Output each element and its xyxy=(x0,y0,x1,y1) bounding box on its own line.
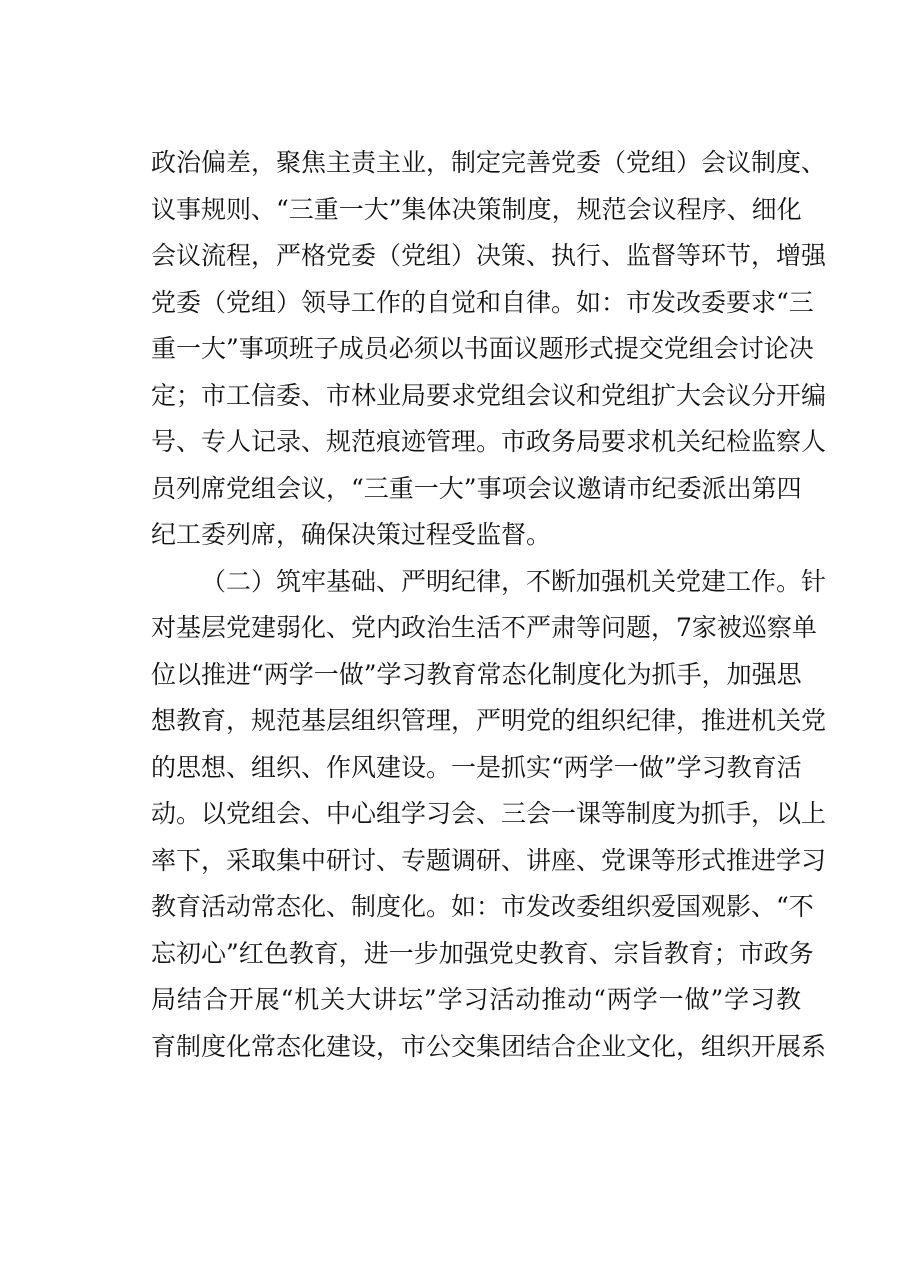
text-line: 号、专人记录、规范痕迹管理。市政务局要求机关纪检监察人 xyxy=(151,427,827,456)
text-line: 局结合开展“机关大讲坛”学习活动推动“两学一做”学习教 xyxy=(151,985,801,1014)
paragraph-2 xyxy=(151,559,827,1071)
text-line: 率下，采取集中研讨、专题调研、讲座、党课等形式推进学习 xyxy=(151,845,827,875)
text-line: 党委（党组）领导工作的自觉和自律。如：市发改委要求“三 xyxy=(151,287,814,317)
text-line: 对基层党建弱化、党内政治生活不严肃等问题，7家被巡察单 xyxy=(151,613,817,642)
paragraph-1 xyxy=(151,140,827,559)
text-line: 想教育，规范基层组织管理，严明党的组织纪律，推进机关党 xyxy=(151,706,827,735)
text-line: 重一大”事项班子成员必须以书面议题形式提交党组会讨论决 xyxy=(151,334,814,363)
text-line: 政治偏差，聚焦主责主业，制定完善党委（党组）会议制度、 xyxy=(151,148,827,177)
text-line: 位以推进“两学一做”学习教育常态化制度化为抓手，加强思 xyxy=(151,659,802,689)
body-text xyxy=(151,140,827,1070)
text-line: 定；市工信委、市林业局要求党组会议和党组扩大会议分开编 xyxy=(151,380,827,410)
text-line: 员列席党组会议，“三重一大”事项会议邀请市纪委派出第四 xyxy=(151,473,802,503)
text-line: （二）筑牢基础、严明纪律，不断加强机关党建工作。针 xyxy=(201,566,827,596)
text-line: 会议流程，严格党委（党组）决策、执行、监督等环节，增强 xyxy=(151,241,827,270)
text-line: 忘初心”红色教育，进一步加强党史教育、宗旨教育；市政务 xyxy=(151,938,814,968)
text-line: 育制度化常态化建设，市公交集团结合企业文化，组织开展系 xyxy=(151,1031,827,1061)
text-line: 议事规则、“三重一大”集体决策制度，规范会议程序、细化 xyxy=(151,194,802,224)
text-line: 的思想、组织、作风建设。一是抓实“两学一做”学习教育活 xyxy=(151,752,802,782)
text-line: 纪工委列席，确保决策过程受监督。 xyxy=(151,520,552,549)
text-line: 教育活动常态化、制度化。如：市发改委组织爱国观影、“不 xyxy=(151,892,814,921)
text-line: 动。以党组会、中心组学习会、三会一课等制度为抓手，以上 xyxy=(151,799,827,828)
